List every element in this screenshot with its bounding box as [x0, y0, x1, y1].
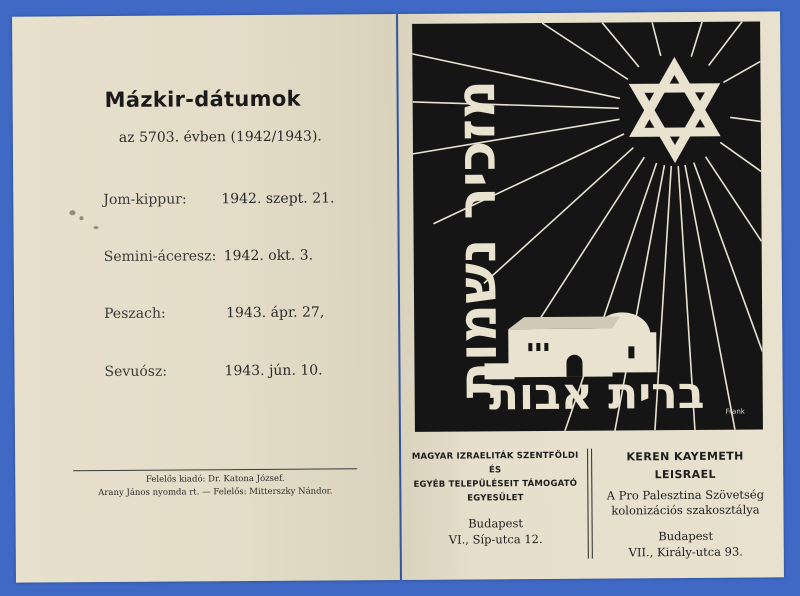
- ink-stain: [93, 226, 98, 229]
- ink-stain: [79, 216, 83, 220]
- credits-printer: Arany János nyomda rt. — Felelős: Mitterszky Nándor.: [98, 486, 333, 499]
- street-address: VII., Király-utca 93.: [628, 544, 743, 560]
- date-value: 1942. szept. 21.: [221, 190, 335, 208]
- column-divider: [587, 449, 593, 559]
- date-value: 1943. ápr. 27,: [226, 304, 325, 322]
- page-title: Mázkir-dátumok: [104, 86, 301, 113]
- org-name-line: EGYESÜLET: [467, 493, 524, 504]
- right-page: [398, 11, 784, 580]
- org-name: KEREN KAYEMETH LEISRAEL: [626, 449, 744, 482]
- folded-leaflet: [12, 11, 784, 582]
- org-name-line: EGYÉB TELEPÜLÉSEIT TÁMOGATÓ: [413, 478, 578, 490]
- left-page: [12, 14, 400, 583]
- credits-publisher: Felelős kiadó: Dr. Katona József.: [145, 473, 285, 485]
- page-subtitle: az 5703. évben (1942/1943).: [118, 128, 322, 146]
- ink-stain: [69, 210, 75, 215]
- date-value: 1942. okt. 3.: [223, 247, 314, 265]
- org-name-line: MAGYAR IZRAELITÁK SZENTFÖLDI ÉS: [411, 450, 579, 476]
- date-label: Peszach:: [104, 305, 166, 323]
- date-label: Sevuósz:: [104, 363, 168, 381]
- artist-signature: Frank: [725, 407, 745, 416]
- cover-hebrew-vertical: מזכיר נשמות: [443, 79, 510, 399]
- city-label: Budapest: [658, 528, 714, 544]
- date-label: Semini-áceresz:: [103, 248, 217, 266]
- date-value: 1943. jún. 10.: [224, 362, 323, 380]
- org-subtitle-line: kolonizációs szakosztálya: [611, 502, 760, 518]
- publisher-block-left: [407, 449, 584, 548]
- publisher-block-right: [597, 447, 774, 560]
- date-label: Jom-kippur:: [103, 191, 187, 209]
- org-subtitle-line: A Pro Palesztina Szövetség: [606, 487, 765, 503]
- cover-hebrew-title: ברית אבות: [488, 367, 705, 421]
- cover-illustration: [412, 21, 763, 431]
- city-label: Budapest: [468, 516, 524, 531]
- footer-rule: [73, 468, 357, 471]
- street-address: VI., Síp-utca 12.: [448, 531, 543, 547]
